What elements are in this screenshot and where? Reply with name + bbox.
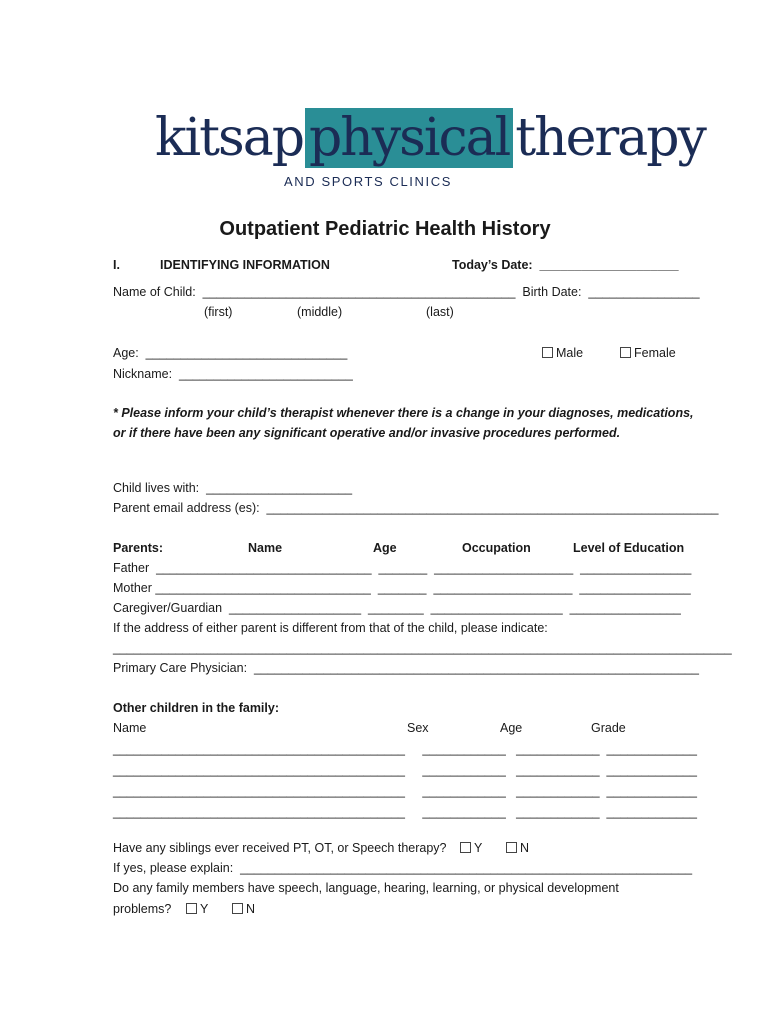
name-last-label: (last) xyxy=(426,305,454,319)
todays-date-field[interactable]: Today’s Date: ____________________ xyxy=(452,258,679,272)
section-heading: IDENTIFYING INFORMATION xyxy=(160,258,330,272)
parents-occupation-header: Occupation xyxy=(462,541,531,555)
sibling-row[interactable]: __________________________________________ ____________ ____________ _____________ xyxy=(113,805,697,819)
nickname-field[interactable]: Nickname: _________________________ xyxy=(113,367,353,381)
notice-line-1: * Please inform your child’s therapist whenever there is a change in your diagnoses, medications, xyxy=(113,406,694,420)
male-label: Male xyxy=(556,346,584,360)
name-middle-label: (middle) xyxy=(297,305,343,319)
parents-name-header: Name xyxy=(248,541,283,555)
yes-label: Y xyxy=(474,841,483,855)
parents-education-header: Level of Education xyxy=(573,541,685,555)
yes-label: Y xyxy=(200,902,209,916)
female-label: Female xyxy=(634,346,676,360)
family-question-line-1: Do any family members have speech, language, hearing, learning, or physical development xyxy=(113,881,619,895)
family-yes-checkbox[interactable] xyxy=(186,901,208,917)
sibling-row[interactable]: __________________________________________ ____________ ____________ _____________ xyxy=(113,763,697,777)
explain-field[interactable]: If yes, please explain: _________________________________________________________________ xyxy=(113,861,693,875)
section-number: I. xyxy=(113,258,120,272)
page-title: Outpatient Pediatric Health History xyxy=(219,218,551,240)
logo-word-kitsap: kitsap xyxy=(155,108,304,168)
pt-no-checkbox[interactable] xyxy=(506,840,529,856)
sibling-row[interactable]: __________________________________________ ____________ ____________ _____________ xyxy=(113,784,697,798)
no-label: N xyxy=(520,841,530,855)
siblings-age-header: Age xyxy=(500,721,523,735)
siblings-name-header: Name xyxy=(113,721,147,735)
parents-header: Parents: xyxy=(113,541,164,555)
guardian-row[interactable]: Caregiver/Guardian ___________________ ________ ___________________ ________________ xyxy=(113,601,681,615)
checkbox-icon xyxy=(232,903,243,914)
family-no-checkbox[interactable] xyxy=(232,901,255,917)
notice-line-2: or if there have been any significant operative and/or invasive procedures performed. xyxy=(113,426,621,440)
pt-yes-checkbox[interactable] xyxy=(460,840,482,856)
siblings-grade-header: Grade xyxy=(591,721,626,735)
family-question-line-2: problems? xyxy=(113,902,172,916)
logo xyxy=(155,108,705,168)
female-checkbox[interactable] xyxy=(620,345,676,361)
logo-word-therapy: therapy xyxy=(515,108,705,168)
parent-email-field[interactable]: Parent email address (es): _________________________________________________________________ xyxy=(113,501,719,515)
siblings-heading: Other children in the family: xyxy=(113,701,279,715)
address-field[interactable]: _________________________________________________________________________________________ xyxy=(113,641,732,655)
no-label: N xyxy=(246,902,256,916)
logo-subtitle: AND SPORTS CLINICS xyxy=(284,174,452,189)
age-field[interactable]: Age: _____________________________ xyxy=(113,346,348,360)
mother-row[interactable]: Mother _______________________________ _______ ____________________ ________________ xyxy=(113,581,691,595)
checkbox-icon xyxy=(542,347,553,358)
male-checkbox[interactable] xyxy=(542,345,583,361)
siblings-sex-header: Sex xyxy=(407,721,429,735)
child-name-field[interactable]: Name of Child: _____________________________________________ Birth Date: ________________ xyxy=(113,285,700,299)
sibling-row[interactable]: __________________________________________ ____________ ____________ _____________ xyxy=(113,742,697,756)
checkbox-icon xyxy=(460,842,471,853)
physician-field[interactable]: Primary Care Physician: ________________________________________________________________ xyxy=(113,661,699,675)
pt-question: Have any siblings ever received PT, OT, or Speech therapy? xyxy=(113,841,447,855)
parents-age-header: Age xyxy=(373,541,397,555)
name-first-label: (first) xyxy=(204,305,233,319)
lives-with-field[interactable]: Child lives with: _____________________ xyxy=(113,481,353,495)
address-note: If the address of either parent is different from that of the child, please indicate: xyxy=(113,621,548,635)
checkbox-icon xyxy=(506,842,517,853)
logo-word-physical: physical xyxy=(305,108,513,168)
checkbox-icon xyxy=(186,903,197,914)
checkbox-icon xyxy=(620,347,631,358)
father-row[interactable]: Father _______________________________ _______ ____________________ ________________ xyxy=(113,561,692,575)
